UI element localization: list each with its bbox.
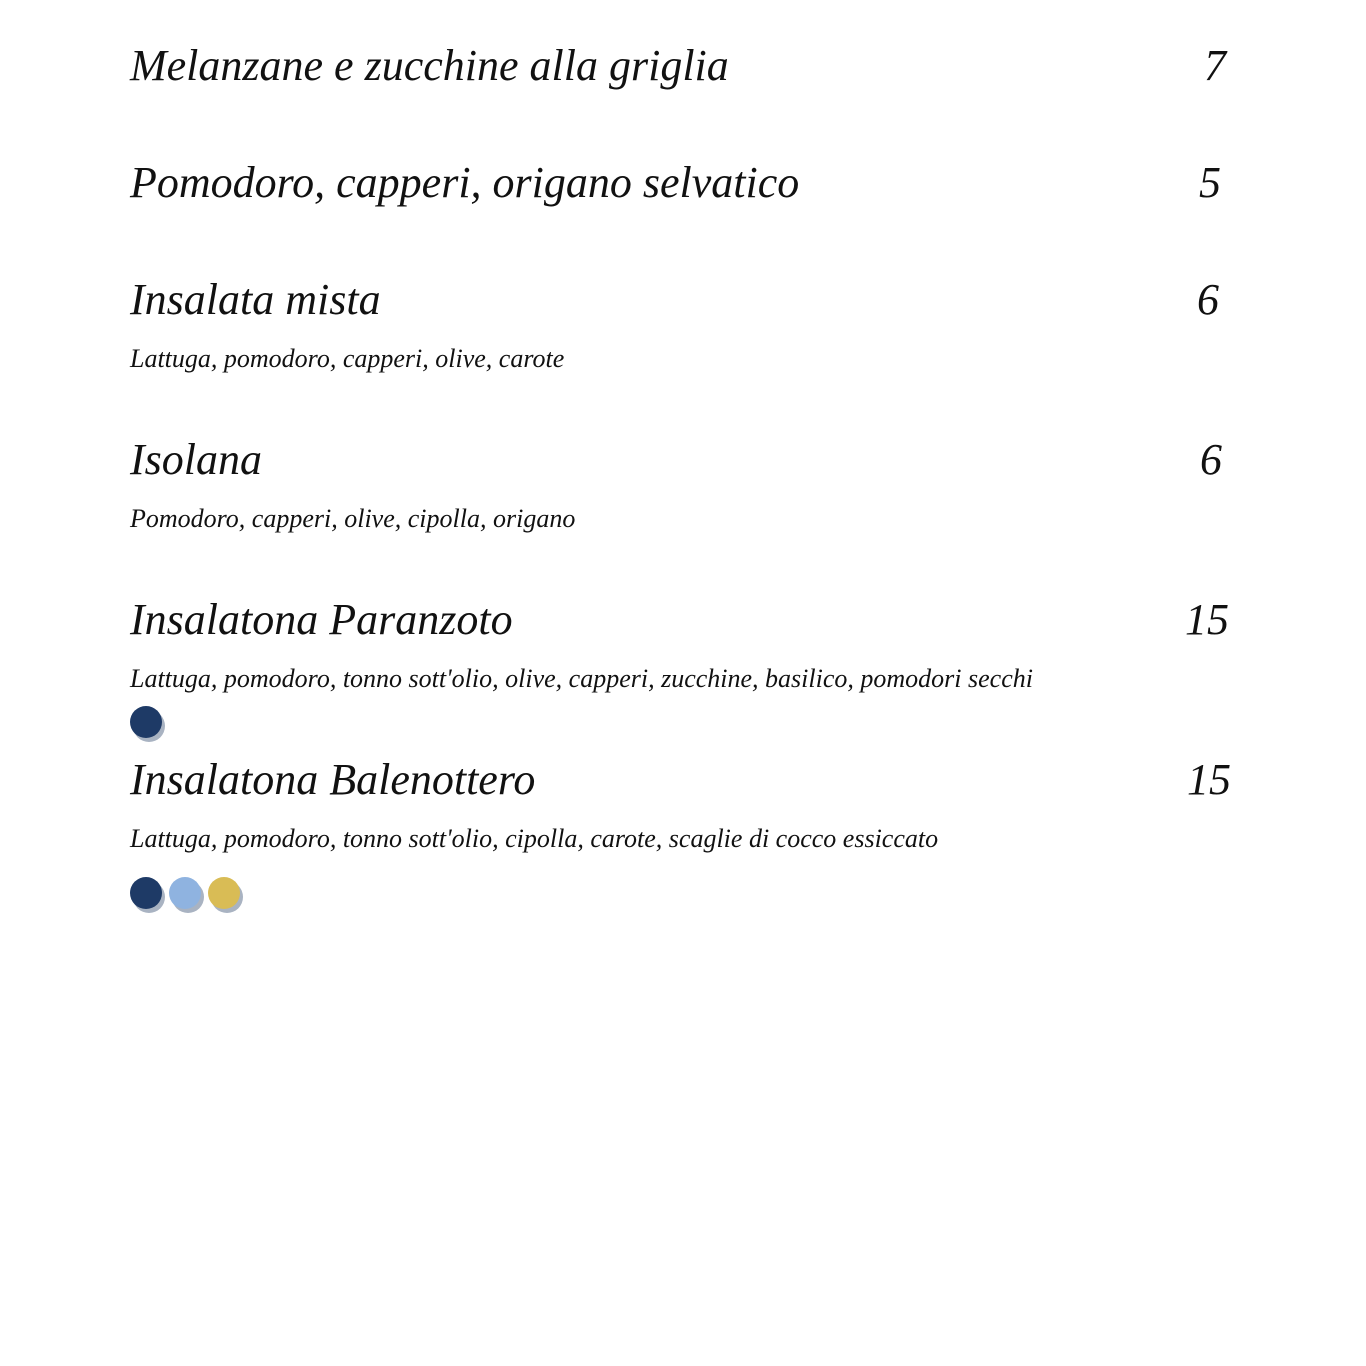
menu-item-insalatona-paranzoto xyxy=(130,592,1240,693)
menu-item-price: 7 xyxy=(1204,41,1226,90)
menu-item-insalatona-balenottero xyxy=(130,752,1240,853)
menu-item-name: Insalatona Paranzoto xyxy=(130,595,513,644)
menu-item-price: 6 xyxy=(1200,435,1222,484)
menu-item-name: Insalata mista xyxy=(130,275,381,324)
menu-item-melanzane xyxy=(130,38,1240,98)
menu-item-name: Melanzane e zucchine alla griglia xyxy=(130,41,729,90)
allergen-dot xyxy=(130,877,162,909)
menu-item-price: 6 xyxy=(1197,275,1219,324)
menu-item-description: Lattuga, pomodoro, tonno sott'olio, cipolla, carote, scaglie di cocco essiccato xyxy=(130,824,939,853)
menu-item-name: Pomodoro, capperi, origano selvatico xyxy=(130,158,800,207)
menu-item-description: Lattuga, pomodoro, tonno sott'olio, olive, capperi, zucchine, basilico, pomodori secchi xyxy=(130,664,1033,693)
menu-item-name: Isolana xyxy=(130,435,262,484)
allergen-dot xyxy=(169,877,201,909)
allergen-dot xyxy=(208,877,240,909)
menu-item-description: Pomodoro, capperi, olive, cipolla, origano xyxy=(130,504,576,533)
menu-item-price: 5 xyxy=(1199,158,1221,207)
menu-item-pomodoro-capperi xyxy=(130,155,1240,215)
allergen-dot xyxy=(130,706,162,738)
menu-item-name: Insalatona Balenottero xyxy=(130,755,536,804)
menu-item-description: Lattuga, pomodoro, capperi, olive, carote xyxy=(130,344,565,373)
menu-item-isolana xyxy=(130,432,1240,533)
menu-item-price: 15 xyxy=(1187,755,1231,804)
menu-item-price: 15 xyxy=(1185,595,1229,644)
menu-item-insalata-mista xyxy=(130,272,1240,373)
